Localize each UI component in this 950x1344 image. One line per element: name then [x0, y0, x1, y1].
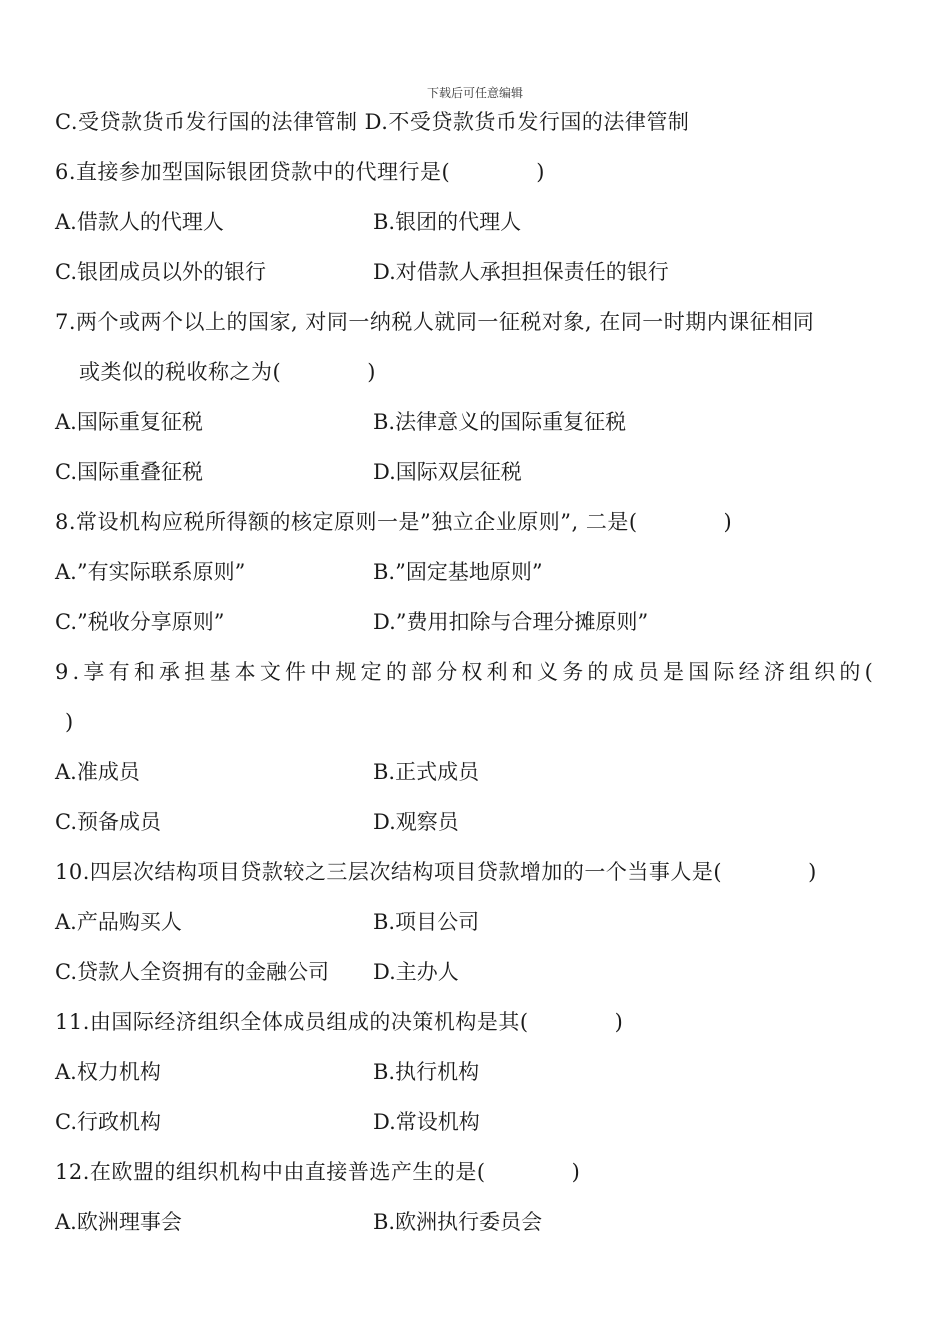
- option-d: D.主办人: [373, 960, 459, 984]
- options-row: [55, 604, 905, 654]
- options-row: [55, 954, 905, 1004]
- question-8: 8.常设机构应税所得额的核定原则一是”独立企业原则”, 二是( ): [55, 510, 733, 534]
- option-b: B.”固定基地原则”: [373, 560, 543, 584]
- option-d: D.观察员: [373, 810, 459, 834]
- option-d: D.国际双层征税: [373, 460, 522, 484]
- option-c: C.”税收分享原则”: [55, 610, 225, 634]
- options-row: [55, 1054, 905, 1104]
- option-d: D.”费用扣除与合理分摊原则”: [373, 610, 649, 634]
- options-row: [55, 804, 905, 854]
- question-6: 6.直接参加型国际银团贷款中的代理行是( ): [55, 160, 545, 184]
- options-row: [55, 404, 905, 454]
- option-b: B.法律意义的国际重复征税: [373, 410, 627, 434]
- option-c: C.贷款人全资拥有的金融公司: [55, 960, 329, 984]
- option-line-prev-c-d: C.受贷款货币发行国的法律管制 D.不受贷款货币发行国的法律管制: [55, 110, 690, 134]
- option-d: D.对借款人承担担保责任的银行: [373, 260, 669, 284]
- question-9-continuation: ): [65, 710, 74, 734]
- option-c: C.银团成员以外的银行: [55, 260, 266, 284]
- option-c: C.预备成员: [55, 810, 161, 834]
- question-11: 11.由国际经济组织全体成员组成的决策机构是其( ): [55, 1010, 624, 1034]
- options-row: [55, 754, 905, 804]
- option-b: B.欧洲执行委员会: [373, 1210, 543, 1234]
- option-b: B.项目公司: [373, 910, 480, 934]
- option-a: A.产品购买人: [55, 910, 182, 934]
- option-a: A.欧洲理事会: [55, 1210, 182, 1234]
- option-a: A.”有实际联系原则”: [55, 560, 246, 584]
- question-10: 10.四层次结构项目贷款较之三层次结构项目贷款增加的一个当事人是( ): [55, 860, 817, 884]
- option-a: A.借款人的代理人: [55, 210, 224, 234]
- question-12: 12.在欧盟的组织机构中由直接普选产生的是( ): [55, 1160, 581, 1184]
- option-c: C.国际重叠征税: [55, 460, 203, 484]
- question-9: 9.享有和承担基本文件中规定的部分权利和义务的成员是国际经济组织的(: [55, 660, 878, 684]
- option-a: A.准成员: [55, 760, 140, 784]
- options-row: [55, 1204, 905, 1254]
- option-a: A.国际重复征税: [55, 410, 203, 434]
- option-c: C.行政机构: [55, 1110, 161, 1134]
- option-b: B.银团的代理人: [373, 210, 522, 234]
- options-row: [55, 904, 905, 954]
- question-7-continuation: 或类似的税收称之为( ): [79, 360, 376, 384]
- option-d: D.常设机构: [373, 1110, 480, 1134]
- options-row: [55, 454, 905, 504]
- question-list: [55, 104, 905, 1254]
- options-row: [55, 254, 905, 304]
- page-header: 下载后可任意编辑: [426, 86, 523, 100]
- option-b: B.正式成员: [373, 760, 480, 784]
- question-7: 7.两个或两个以上的国家, 对同一纳税人就同一征税对象, 在同一时期内课征相同: [55, 310, 815, 334]
- option-a: A.权力机构: [55, 1060, 161, 1084]
- options-row: [55, 204, 905, 254]
- options-row: [55, 1104, 905, 1154]
- option-b: B.执行机构: [373, 1060, 480, 1084]
- options-row: [55, 554, 905, 604]
